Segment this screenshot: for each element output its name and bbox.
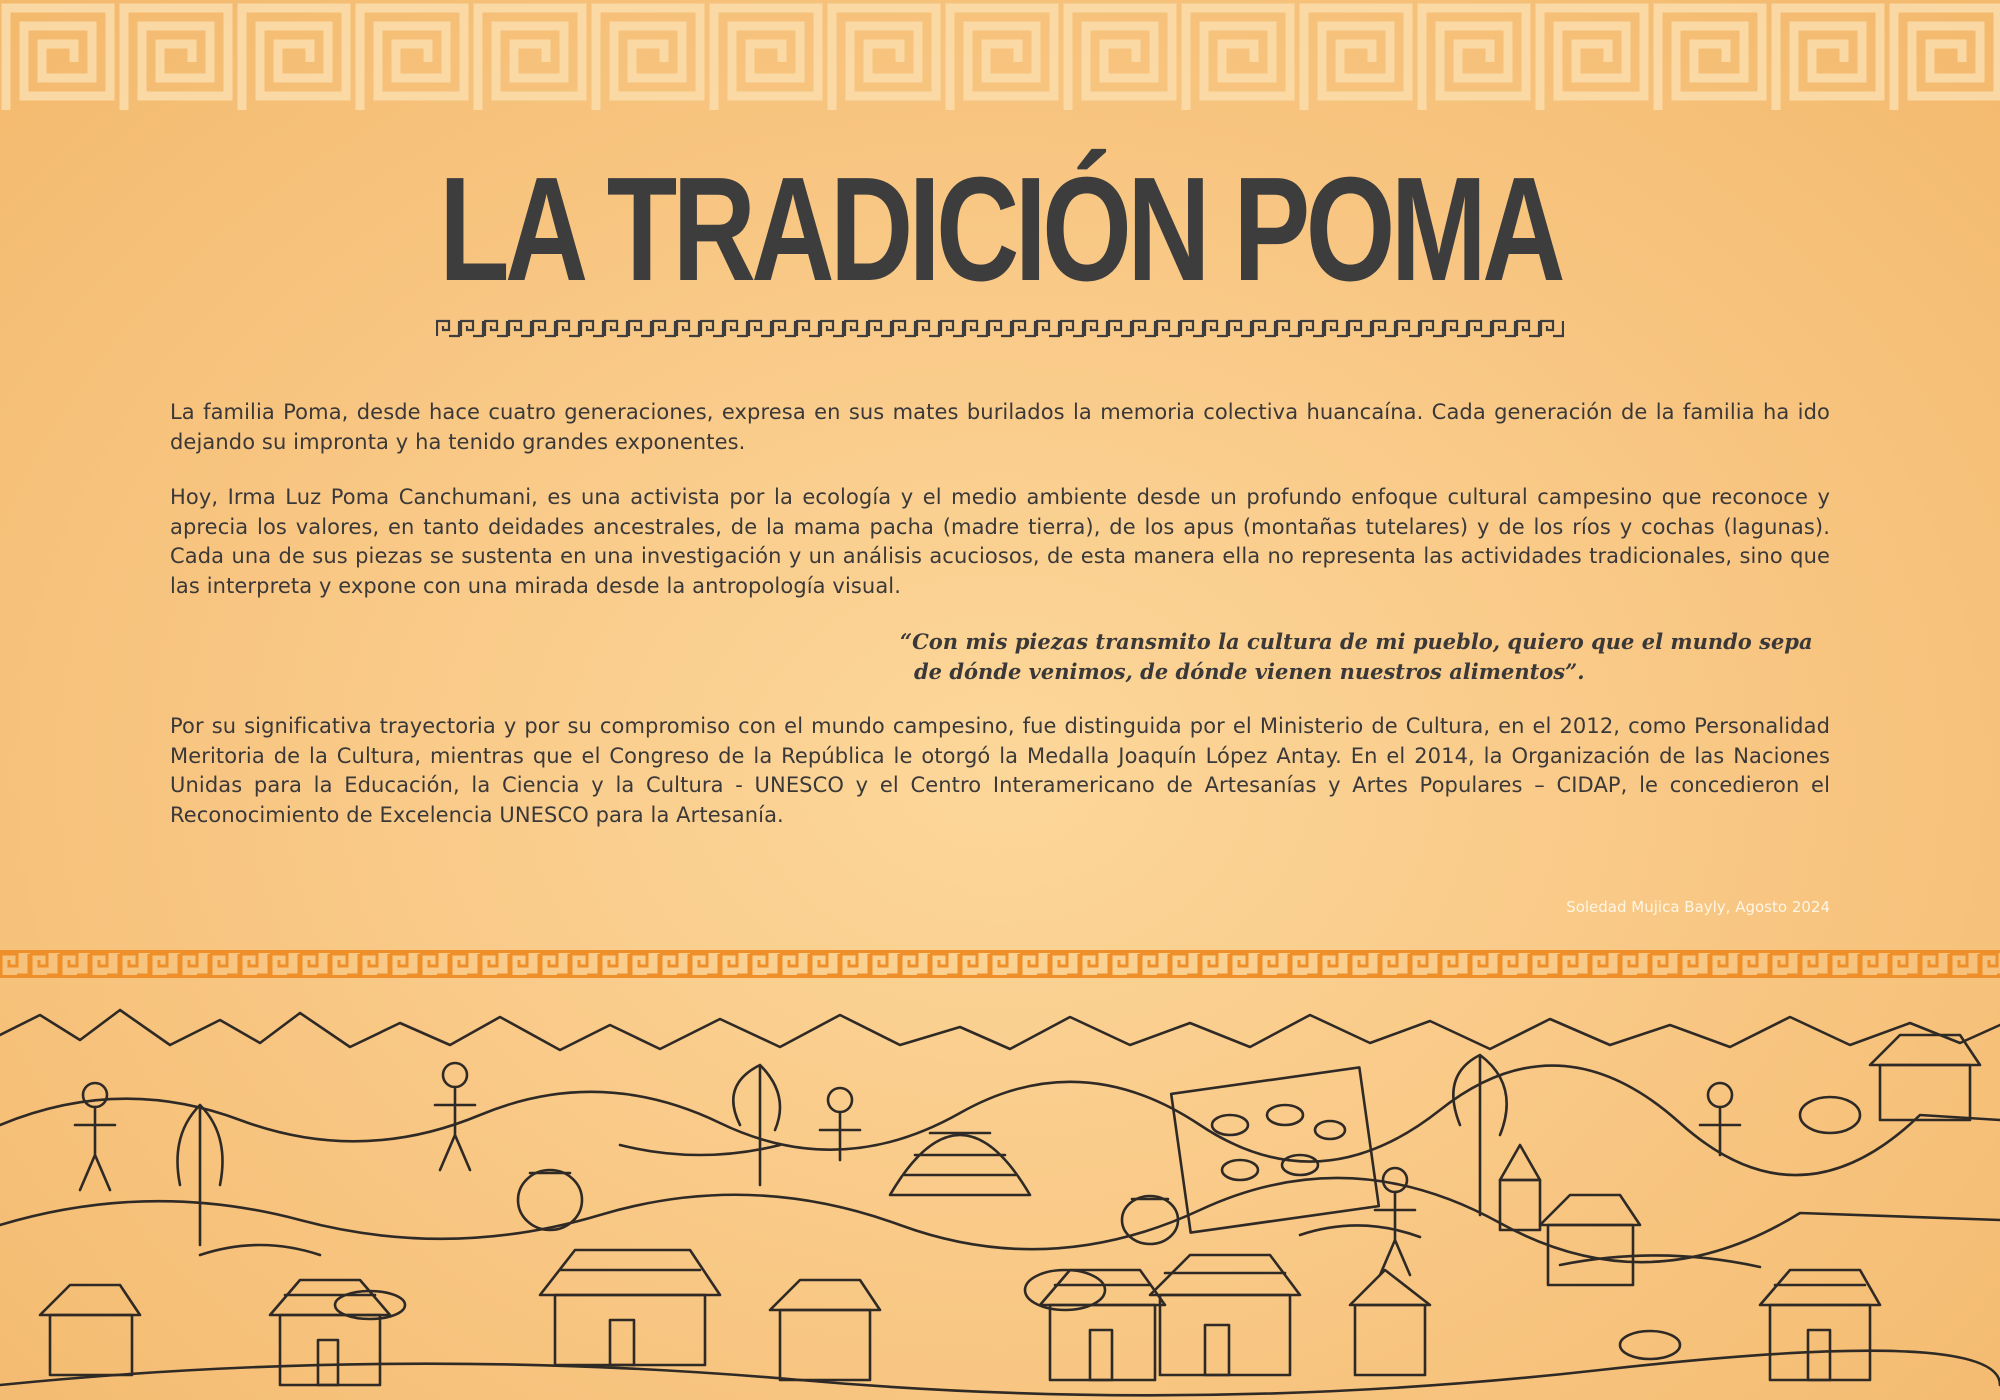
quote-line-2: de dónde venimos, de dónde vienen nuestros alimentos”. [914,658,1585,684]
andean-village-illustration [0,1005,2000,1400]
author-signature: Soledad Mujica Bayly, Agosto 2024 [1566,898,1830,916]
quote-block [170,627,1830,686]
paragraph-intro: La familia Poma, desde hace cuatro generaciones, expresa en sus mates burilados la memoria colectiva huancaína. Cada generación de la familia ha ido dejando su impronta y ha tenido grandes exponentes. [170,400,1830,454]
title-wave-border [436,318,1564,338]
page-title: LA TRADICIÓN POMA [439,147,1561,312]
paragraph-irma-luz: Hoy, Irma Luz Poma Canchumani, es una activista por la ecología y el medio ambiente desde un profundo enfoque cultural campesino que reconoce y aprecia los valores, en tanto deidades ancestrales, de la mama pacha (madre tierra), de los apus (montañas tutelares) y de los ríos y cochas (lagunas). Cada una de sus piezas se sustenta en una investigación y un análisis acuciosos, de esta manera ella no representa las actividades tradicionales, sino que las interpreta y expone con una mirada desde la antropología visual. [170,485,1830,598]
main-text-content [170,398,1830,856]
paragraph-recognition: Por su significativa trayectoria y por su compromiso con el mundo campesino, fue distinguida por el Ministerio de Cultura, en el 2012, como Personalidad Meritoria de la Cultura, mientras que el Congreso de la República le otorgó la Medalla Joaquín López Antay. En el 2014, la Organización de las Naciones Unidas para la Educación, la Ciencia y la Cultura - UNESCO y el Centro Interamericano de Artesanías y Artes Populares – CIDAP, le concedieron el Reconocimiento de Excelencia UNESCO para la Artesanía. [170,714,1830,827]
orange-fret-band [0,950,2000,978]
top-fret-band [0,0,2000,118]
quote-line-1: “Con mis piezas transmito la cultura de mi pueblo, quiero que el mundo sepa [900,629,1813,654]
